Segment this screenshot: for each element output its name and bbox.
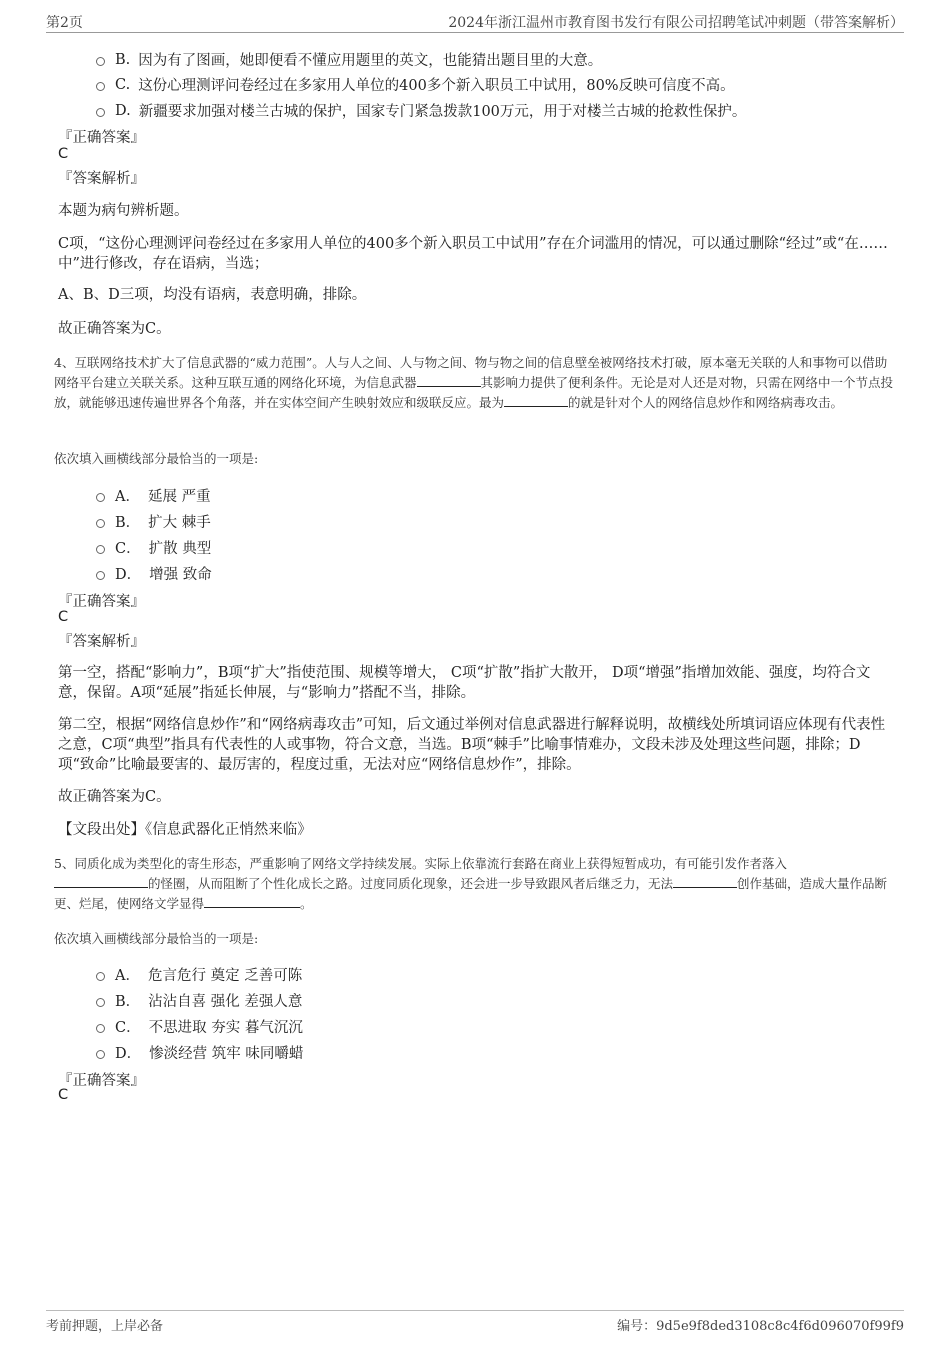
radio-icon[interactable] (96, 1024, 105, 1033)
document-title: 2024年浙江温州市教育图书发行有限公司招聘笔试冲刺题（带答案解析） (448, 15, 904, 31)
radio-icon[interactable] (96, 57, 105, 66)
radio-icon[interactable] (96, 108, 105, 117)
q3-analysis-4: 故正确答案为C。 (58, 321, 171, 337)
page-footer (46, 1310, 904, 1335)
q3-analysis-1: 本题为病句辨析题。 (58, 203, 189, 219)
q5-option-b[interactable]: B． 沾沾自喜 强化 差强人意 (96, 990, 302, 1011)
blank-2 (673, 875, 737, 888)
q4-prompt: 依次填入画横线部分最恰当的一项是: (54, 451, 259, 466)
q3-analysis-2: C项，“这份心理测评问卷经过在多家用人单位的400多个新入职员工中试用”存在介词滥用的情况，可以通过删除“经过”或“在……中”进行修改，存在语病，当选； (58, 236, 888, 272)
q3-analysis-label: 『答案解析』 (58, 171, 145, 187)
q3-option-c[interactable]: C. 这份心理测评问卷经过在多家用人单位的400多个新入职员工中试用，80%反映可信度不高。 (96, 74, 735, 95)
q4-option-a[interactable]: A． 延展 严重 (96, 485, 211, 506)
radio-icon[interactable] (96, 519, 105, 528)
q3-answer: C (58, 146, 69, 162)
document-id: 编号：9d5e9f8ded3108c8c4f6d096070f99f9 (617, 1319, 904, 1334)
q4-analysis-1: 第一空，搭配“影响力”，B项“扩大”指使范围、规模等增大， C项“扩散”指扩大散开， D项“增强”指增加效能、强度，均符合文意，保留。A项“延展”指延长伸展，与“影响力”搭配不当，排除。 (58, 665, 871, 701)
blank-3 (204, 895, 300, 908)
q4-answer-label: 『正确答案』 (58, 594, 145, 610)
q4-option-d[interactable]: D． 增强 致命 (96, 563, 212, 584)
q4-source: 【文段出处】《信息武器化正悄然来临》 (58, 822, 312, 838)
footer-slogan: 考前押题，上岸必备 (46, 1319, 164, 1334)
radio-icon[interactable] (96, 998, 105, 1007)
blank-1 (54, 875, 148, 888)
radio-icon[interactable] (96, 545, 105, 554)
q4-answer: C (58, 609, 69, 625)
q4-analysis-2: 第二空，根据“网络信息炒作”和“网络病毒攻击”可知，后文通过举例对信息武器进行解释说明，故横线处所填词语应体现有代表性之意，C项“典型”指具有代表性的人或事物，符合文意，当选。B项“棘手”比喻事情难办，文段未涉及处理这些问题，排除；D项“致命”比喻最要害的、最厉害的，程度过重，无法对应“网络信息炒作”，排除。 (58, 717, 886, 773)
q3-option-b[interactable]: B. 因为有了图画，她即便看不懂应用题里的英文，也能猜出题目里的大意。 (96, 49, 602, 70)
q4-analysis-label: 『答案解析』 (58, 634, 145, 650)
q3-option-d[interactable]: D. 新疆要求加强对楼兰古城的保护，国家专门紧急拨款100万元，用于对楼兰古城的抢救性保护。 (96, 100, 746, 121)
radio-icon[interactable] (96, 972, 105, 981)
blank-1 (417, 374, 481, 387)
radio-icon[interactable] (96, 571, 105, 580)
page-header (46, 10, 904, 33)
page-number: 第2页 (46, 15, 83, 31)
q5-answer: C (58, 1087, 69, 1103)
blank-2 (504, 394, 568, 407)
radio-icon[interactable] (96, 493, 105, 502)
q4-option-b[interactable]: B． 扩大 棘手 (96, 511, 211, 532)
q5-answer-label: 『正确答案』 (58, 1073, 145, 1089)
q4-option-c[interactable]: C． 扩散 典型 (96, 537, 211, 558)
q4-question-text: 4、互联网络技术扩大了信息武器的“威力范围”。人与人之间、人与物之间、物与物之间的信息壁垒被网络技术打破，原本毫无关联的人和事物可以借助网络平台建立关联关系。这种互联互通的网络化环境，为信息武器 其影响力提供了便利条件。无论是对人还是对物，只需在网络中一个节点投放，就能够迅速传遍世界各个角落，并在实体空间产生映射效应和级联反应。最为 的就是针对个人的网络信息炒作和网络病毒攻击。 (54, 355, 894, 410)
q5-option-c[interactable]: C． 不思进取 夯实 暮气沉沉 (96, 1016, 303, 1037)
q5-prompt: 依次填入画横线部分最恰当的一项是: (54, 931, 259, 946)
q3-answer-label: 『正确答案』 (58, 130, 145, 146)
radio-icon[interactable] (96, 1050, 105, 1059)
q5-question-text: 5、同质化成为类型化的寄生形态，严重影响了网络文学持续发展。实际上依靠流行套路在商业上获得短暂成功，有可能引发作者落入 的怪圈，从而阻断了个性化成长之路。过度同质化现象，还会进一步导致跟风者后继乏力，无法 创作基础，造成大量作品断更、烂尾，使网络文学显得 。 (54, 856, 888, 911)
q3-analysis-3: A、B、D三项，均没有语病，表意明确，排除。 (58, 287, 367, 303)
q5-option-d[interactable]: D． 惨淡经营 筑牢 味同嚼蜡 (96, 1042, 303, 1063)
radio-icon[interactable] (96, 82, 105, 91)
q4-analysis-3: 故正确答案为C。 (58, 789, 171, 805)
q5-option-a[interactable]: A． 危言危行 奠定 乏善可陈 (96, 964, 302, 985)
